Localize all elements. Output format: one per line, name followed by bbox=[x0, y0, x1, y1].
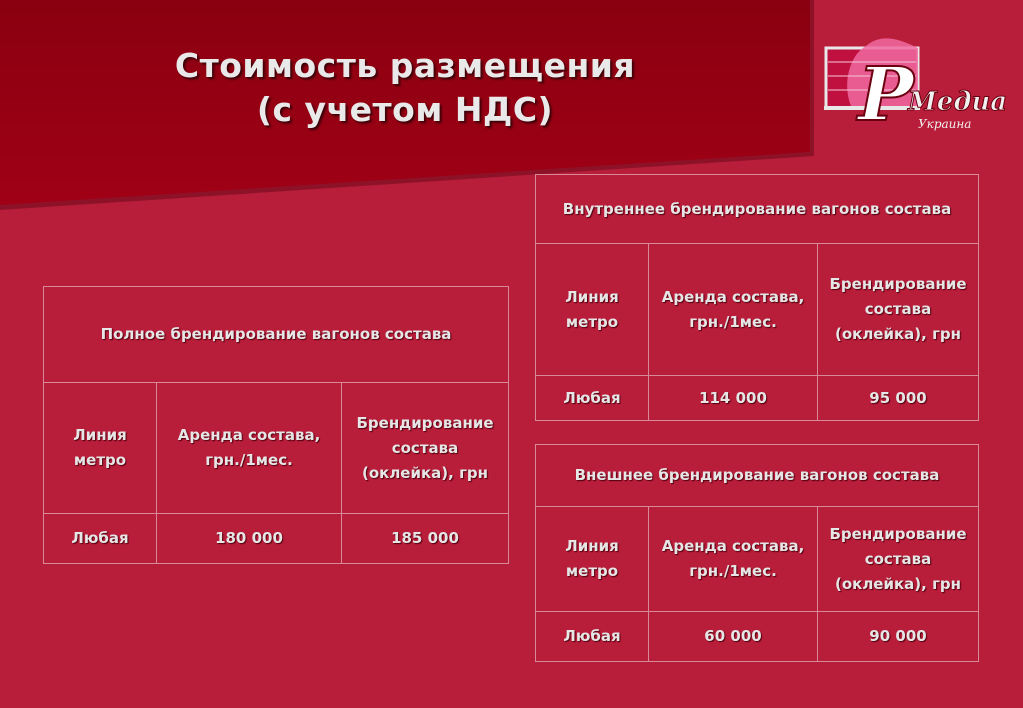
col-header-line: Линия метро bbox=[536, 244, 649, 376]
cell-line: Любая bbox=[44, 514, 157, 564]
col-header-branding: Брендирование состава (оклейка), грн bbox=[818, 244, 979, 376]
table-row bbox=[536, 376, 979, 421]
cell-rent: 180 000 bbox=[157, 514, 342, 564]
col-header-rent: Аренда состава, грн./1мес. bbox=[649, 244, 818, 376]
col-header-branding: Брендирование состава (оклейка), грн bbox=[342, 383, 509, 514]
col-header-line: Линия метро bbox=[44, 383, 157, 514]
page-title-line1: Стоимость размещения bbox=[174, 46, 636, 85]
table-caption: Внутреннее брендирование вагонов состава bbox=[536, 175, 979, 244]
cell-line: Любая bbox=[536, 376, 649, 421]
page-title-line2: (с учетом НДС) bbox=[256, 90, 554, 129]
page-title bbox=[160, 44, 650, 132]
col-header-rent: Аренда состава, грн./1мес. bbox=[157, 383, 342, 514]
cell-branding: 95 000 bbox=[818, 376, 979, 421]
cell-branding: 185 000 bbox=[342, 514, 509, 564]
table-row bbox=[536, 612, 979, 662]
table-row bbox=[44, 514, 509, 564]
table-caption: Внешнее брендирование вагонов состава bbox=[536, 445, 979, 507]
cell-line: Любая bbox=[536, 612, 649, 662]
full-branding-table bbox=[43, 286, 509, 564]
logo-word: Медиа bbox=[908, 87, 1008, 117]
external-branding-table bbox=[535, 444, 979, 662]
cell-rent: 60 000 bbox=[649, 612, 818, 662]
cell-rent: 114 000 bbox=[649, 376, 818, 421]
cell-branding: 90 000 bbox=[818, 612, 979, 662]
internal-branding-table bbox=[535, 174, 979, 421]
logo-letter: P bbox=[858, 52, 914, 136]
rmedia-logo-icon bbox=[822, 36, 1014, 136]
table-caption: Полное брендирование вагонов состава bbox=[44, 287, 509, 383]
logo-sub: Украина bbox=[918, 117, 972, 131]
col-header-rent: Аренда состава, грн./1мес. bbox=[649, 507, 818, 612]
col-header-branding: Брендирование состава (оклейка), грн bbox=[818, 507, 979, 612]
col-header-line: Линия метро bbox=[536, 507, 649, 612]
